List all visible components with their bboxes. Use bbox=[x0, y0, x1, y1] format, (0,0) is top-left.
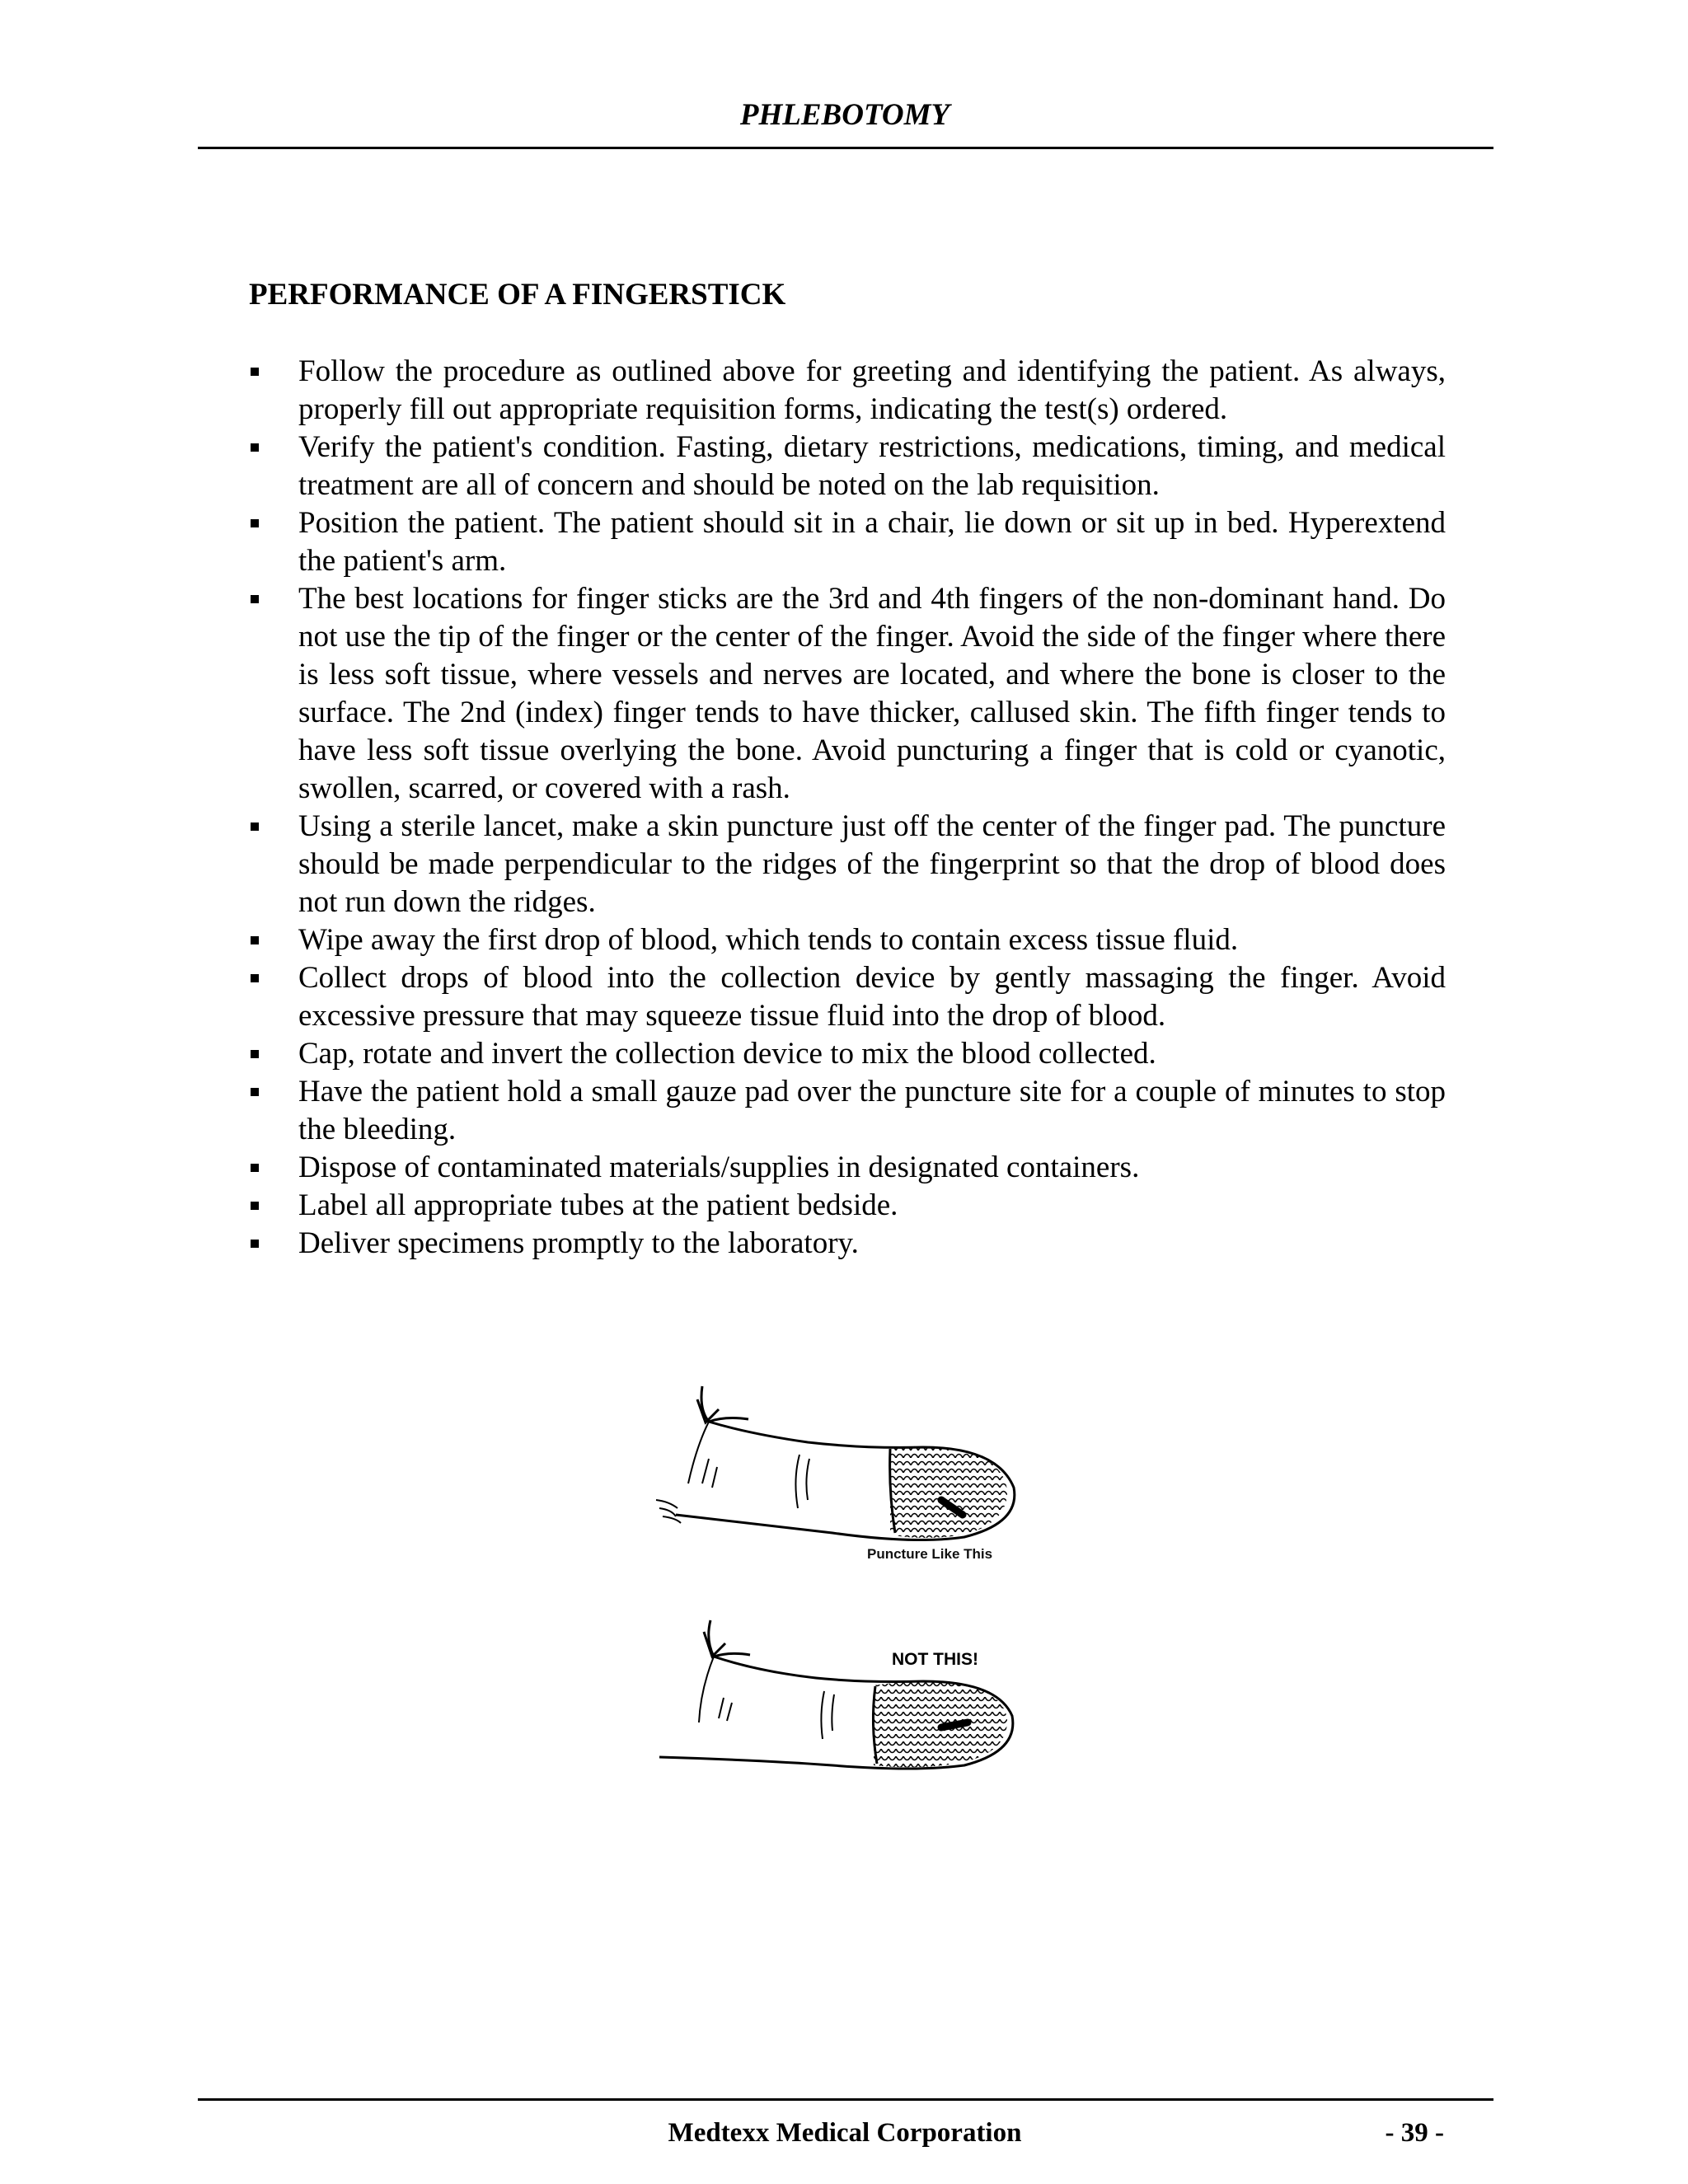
section-heading: PERFORMANCE OF A FINGERSTICK bbox=[249, 278, 786, 312]
list-item-text: Collect drops of blood into the collection device by gently massaging the finger. Avoid excessive pressure that may squeeze tissue fluid into the drop of blood. bbox=[298, 961, 1446, 1033]
list-item-text: Position the patient. The patient should sit in a chair, lie down or sit up in bed. Hyperextend the patient's arm. bbox=[298, 506, 1446, 578]
square-bullet-icon bbox=[251, 974, 259, 982]
list-item-text: Using a sterile lancet, make a skin puncture just off the center of the finger pad. The puncture should be made perpendicular to the ridges of the fingerprint so that the drop of blood does not run down the ridges. bbox=[298, 809, 1446, 919]
list-item bbox=[249, 429, 1446, 504]
square-bullet-icon bbox=[251, 1164, 259, 1172]
square-bullet-icon bbox=[251, 1050, 259, 1058]
list-item-text: The best locations for finger sticks are the 3rd and 4th fingers of the non-dominant hand. Do not use the tip of the finger or the center of the finger. Avoid the side of the finger where there is less soft tissue, where vessels and nerves are located, and where the bone is closer to the surface. The 2nd (index) finger tends to have thicker, callused skin. The fifth finger tends to have less soft tissue overlying the bone. Avoid puncturing a finger that is cold or cyanotic, swollen, scarred, or covered with a rash. bbox=[298, 582, 1446, 805]
list-item-text: Label all appropriate tubes at the patient bedside. bbox=[298, 1188, 898, 1222]
incorrect-puncture-caption: NOT THIS! bbox=[892, 1650, 978, 1669]
header-rule bbox=[198, 147, 1493, 149]
list-item-text: Wipe away the first drop of blood, which tends to contain excess tissue fluid. bbox=[298, 923, 1239, 957]
list-item bbox=[249, 959, 1446, 1035]
list-item-text: Deliver specimens promptly to the laboratory. bbox=[298, 1226, 859, 1260]
square-bullet-icon bbox=[251, 1240, 259, 1248]
list-item-text: Verify the patient's condition. Fasting, dietary restrictions, medications, timing, and medical treatment are all of concern and should be noted on the lab requisition. bbox=[298, 430, 1446, 502]
finger-correct-puncture-illustration bbox=[651, 1376, 1030, 1541]
footer-rule bbox=[198, 2098, 1493, 2101]
list-item bbox=[249, 1225, 1446, 1263]
square-bullet-icon bbox=[251, 595, 259, 603]
list-item-text: Follow the procedure as outlined above for greeting and identifying the patient. As always, properly fill out appropriate requisition forms, indicating the test(s) ordered. bbox=[298, 354, 1446, 426]
correct-puncture-figure bbox=[651, 1376, 1030, 1566]
square-bullet-icon bbox=[251, 1088, 259, 1096]
list-item-text: Dispose of contaminated materials/supplies in designated containers. bbox=[298, 1151, 1140, 1184]
list-item bbox=[249, 1073, 1446, 1149]
list-item bbox=[249, 921, 1446, 959]
square-bullet-icon bbox=[251, 443, 259, 452]
list-item bbox=[249, 580, 1446, 808]
list-item bbox=[249, 808, 1446, 921]
running-header-title: PHLEBOTOMY bbox=[739, 98, 950, 132]
finger-incorrect-puncture-illustration bbox=[651, 1615, 1030, 1780]
footer-company-name: Medtexx Medical Corporation bbox=[668, 2118, 1022, 2148]
square-bullet-icon bbox=[251, 519, 259, 527]
square-bullet-icon bbox=[251, 368, 259, 376]
list-item bbox=[249, 1035, 1446, 1073]
procedure-steps-list bbox=[249, 353, 1446, 1263]
list-item bbox=[249, 353, 1446, 429]
list-item bbox=[249, 1149, 1446, 1187]
list-item-text: Cap, rotate and invert the collection device to mix the blood collected. bbox=[298, 1037, 1156, 1071]
square-bullet-icon bbox=[251, 1202, 259, 1210]
list-item bbox=[249, 1187, 1446, 1225]
page-number: - 39 - bbox=[1385, 2118, 1444, 2148]
correct-puncture-caption: Puncture Like This bbox=[867, 1546, 993, 1562]
square-bullet-icon bbox=[251, 823, 259, 831]
list-item bbox=[249, 504, 1446, 580]
incorrect-puncture-figure bbox=[651, 1615, 1030, 1780]
square-bullet-icon bbox=[251, 936, 259, 944]
list-item-text: Have the patient hold a small gauze pad over the puncture site for a couple of minutes to stop the bleeding. bbox=[298, 1075, 1446, 1146]
